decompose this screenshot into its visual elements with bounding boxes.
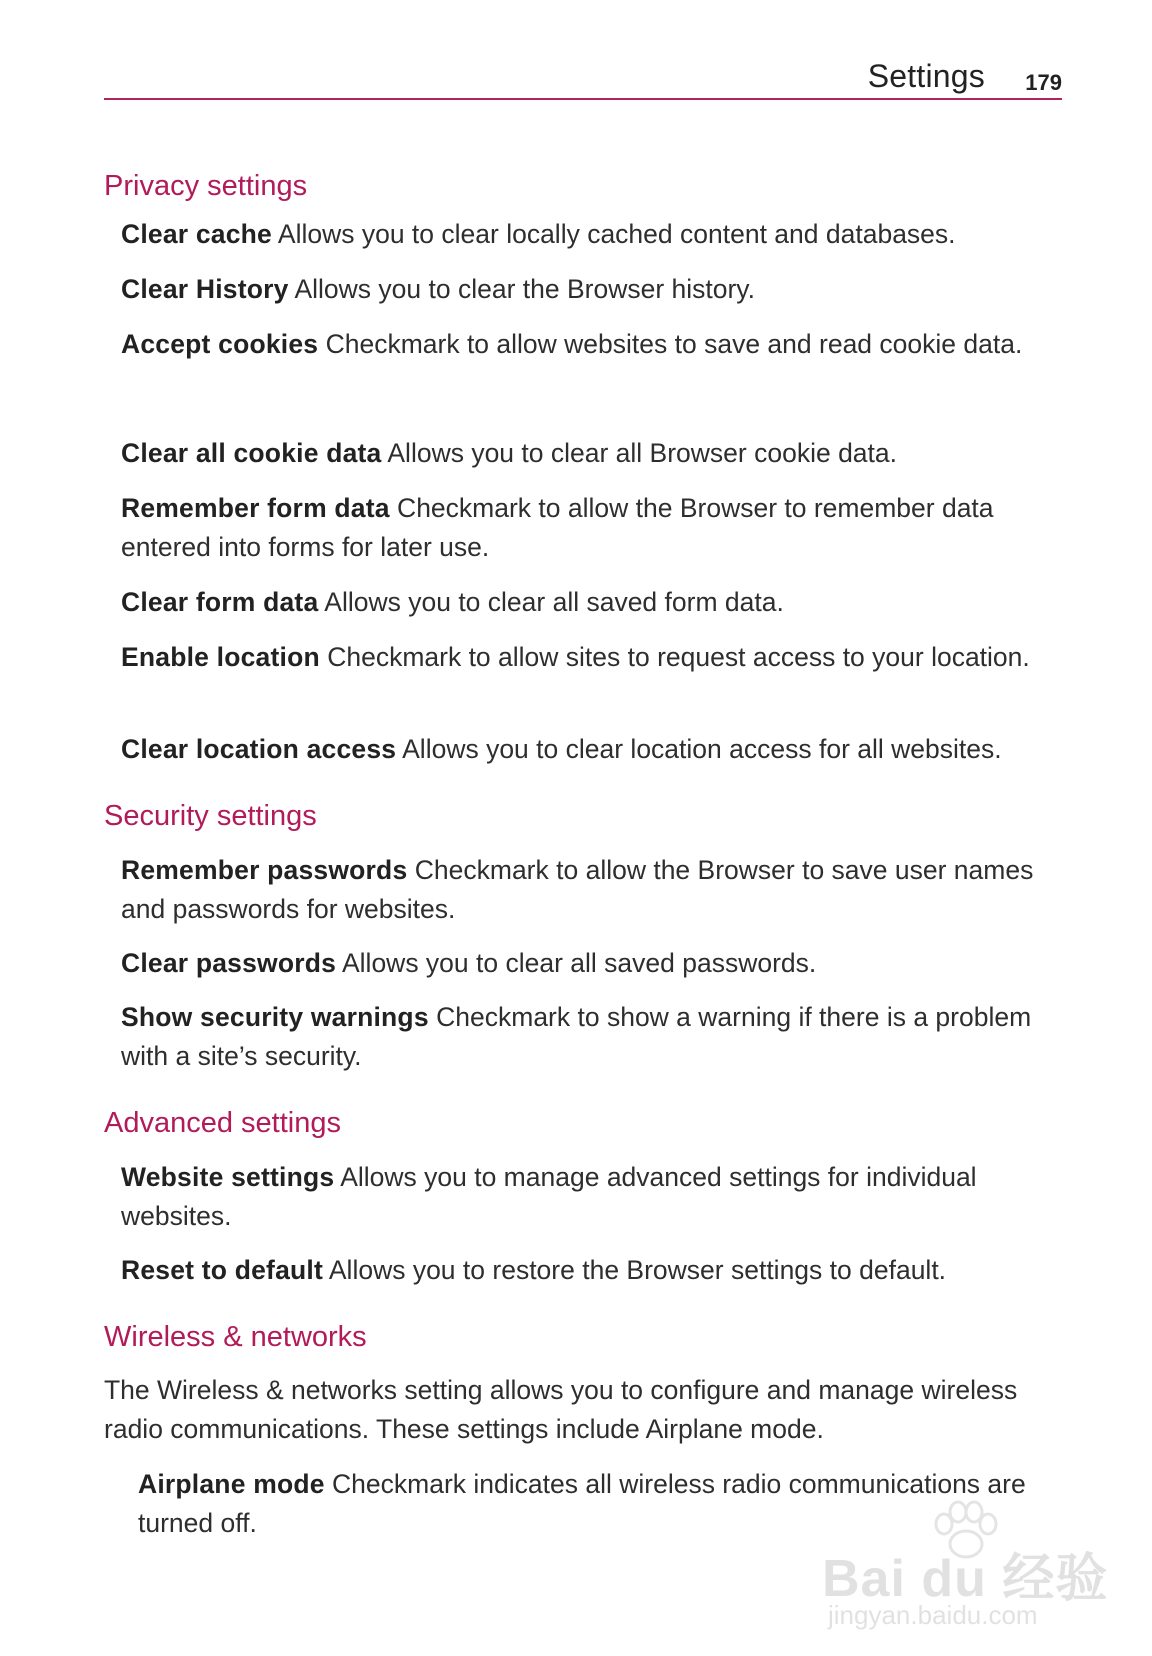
item-clear-location-access [121,730,1121,769]
item-remember-form-data [121,489,1071,567]
item-term: Accept cookies [121,329,319,359]
item-term: Show security warnings [121,1002,429,1032]
item-clear-all-cookie-data [121,434,1071,473]
item-term: Website settings [121,1162,335,1192]
item-desc: Allows you to clear location access for all websites. [396,734,1002,764]
item-accept-cookies [121,325,1071,364]
watermark-brand: Bai du 经验 [822,1550,1109,1608]
item-clear-history [121,270,1071,309]
item-reset-to-default [121,1251,1071,1290]
item-enable-location [121,638,1071,677]
page-number: 179 [1025,70,1062,95]
item-clear-cache [121,215,1071,254]
item-desc: Allows you to clear all Browser cookie data. [381,438,898,468]
item-term: Enable location [121,642,320,672]
item-term: Clear History [121,274,289,304]
item-term: Clear all cookie data [121,438,382,468]
item-term: Clear location access [121,734,397,764]
item-term: Clear passwords [121,948,337,978]
item-remember-passwords [121,851,1071,929]
item-term: Remember form data [121,493,390,523]
security-settings-heading: Security settings [104,800,317,832]
baidu-watermark [822,1500,1122,1640]
item-desc: Allows you to clear all saved passwords. [336,948,817,978]
watermark-site: jingyan.baidu.com [828,1600,1038,1630]
item-desc: Checkmark indicates all wireless radio communications are turned off. [138,1469,1026,1538]
item-clear-passwords [121,944,1071,983]
header-title: Settings [867,58,985,94]
item-desc: Checkmark to show a warning if there is a problem with a site’s security. [121,1002,1032,1071]
item-show-security-warnings [121,998,1071,1076]
item-desc: Checkmark to allow the Browser to save user names and passwords for websites. [121,855,1034,924]
advanced-settings-heading: Advanced settings [104,1107,341,1139]
item-term: Clear cache [121,219,272,249]
wireless-networks-heading: Wireless & networks [104,1321,367,1353]
item-desc: Allows you to manage advanced settings for individual websites. [121,1162,977,1231]
item-term: Clear form data [121,587,319,617]
page-header [104,58,1062,104]
item-desc: Checkmark to allow websites to save and read cookie data. [318,329,1023,359]
item-desc: Checkmark to allow sites to request access to your location. [319,642,1030,672]
item-term: Reset to default [121,1255,323,1285]
wireless-intro: The Wireless & networks setting allows you to configure and manage wireless radio communications. These settings include Airplane mode. [104,1375,1018,1444]
item-desc: Allows you to clear the Browser history. [288,274,755,304]
item-desc: Allows you to clear locally cached content and databases. [272,219,956,249]
privacy-settings-heading: Privacy settings [104,170,308,202]
item-term: Airplane mode [138,1469,325,1499]
item-clear-form-data [121,583,1071,622]
item-website-settings [121,1158,1071,1236]
item-term: Remember passwords [121,855,408,885]
item-desc: Allows you to clear all saved form data. [318,587,784,617]
header-rule [104,98,1062,100]
item-desc: Allows you to restore the Browser settings to default. [322,1255,947,1285]
item-desc: Checkmark to allow the Browser to remember data entered into forms for later use. [121,493,994,562]
